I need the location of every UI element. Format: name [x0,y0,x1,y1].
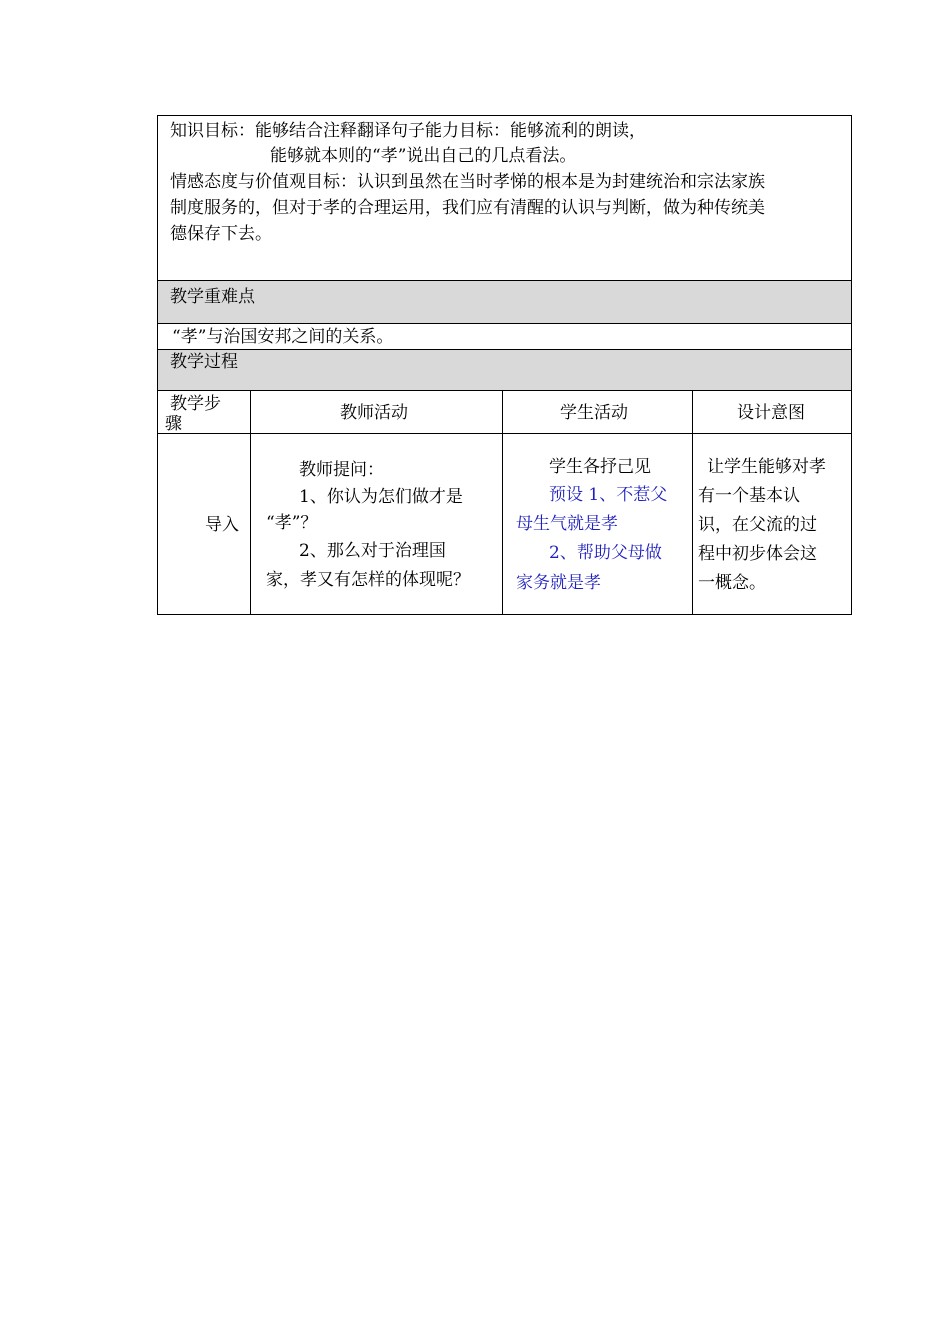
student-line-2: 预设 1、不惹父 [549,485,668,505]
objectives-line-5: 德保存下去。 [170,224,272,244]
student-line-5: 家务就是孝 [516,573,601,593]
teacher-line-2: 1、你认为怎们做才是 [299,487,463,507]
intent-line-3: 识，在父流的过 [698,515,817,535]
teacher-line-4: 2、那么对于治理国 [299,541,446,561]
key-points-content: “孝”与治国安邦之间的关系。 [172,327,394,347]
key-points-heading-cell [157,280,852,324]
student-line-3: 母生气就是孝 [516,514,618,534]
column-header-intent: 设计意图 [737,403,805,423]
objectives-line-2: 能够就本则的“孝”说出自己的几点看法。 [270,146,577,166]
intent-line-1: 让学生能够对孝 [707,457,826,477]
process-heading: 教学过程 [170,352,238,372]
row-step: 导入 [205,515,239,535]
column-header-teacher: 教师活动 [340,403,408,423]
column-header-step-line-1: 教学步 [170,394,221,414]
student-line-1: 学生各抒己见 [549,457,651,477]
teacher-line-5: 家，孝又有怎样的体现呢？ [266,570,470,590]
intent-line-2: 有一个基本认 [698,486,800,506]
objectives-line-4: 制度服务的，但对于孝的合理运用，我们应有清醒的认识与判断，做为种传统美 [170,198,765,218]
column-header-step-line-2: 骤 [165,414,182,434]
process-heading-cell [157,349,852,391]
objectives-line-3: 情感态度与价值观目标：认识到虽然在当时孝悌的根本是为封建统治和宗法家族 [170,172,765,192]
key-points-heading: 教学重难点 [170,287,255,307]
column-header-student: 学生活动 [560,403,628,423]
teacher-line-1: 教师提问： [299,460,384,480]
intent-line-5: 一概念。 [698,573,766,593]
objectives-line-1: 知识目标：能够结合注释翻译句子能力目标：能够流利的朗读， [170,121,646,141]
teacher-line-3: “孝”？ [266,513,318,533]
intent-line-4: 程中初步体会这 [698,544,817,564]
student-line-4: 2、帮助父母做 [549,543,662,563]
